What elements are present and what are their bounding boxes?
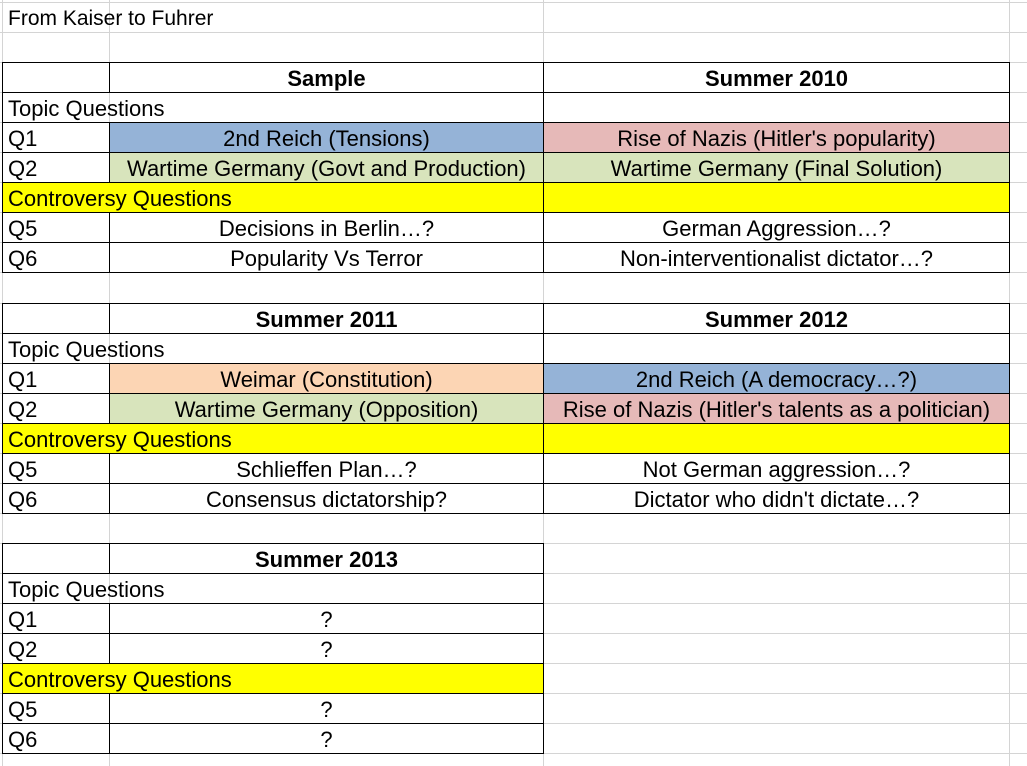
row-label-q2[interactable]: Q2: [2, 633, 110, 664]
row-label-q6[interactable]: Q6: [2, 242, 110, 273]
corner-blank-cell[interactable]: [2, 62, 110, 93]
cell-2012-q2[interactable]: Rise of Nazis (Hitler's talents as a politician): [543, 393, 1010, 424]
topic-questions-label[interactable]: Topic Questions: [2, 333, 544, 364]
cell-sample-q2[interactable]: Wartime Germany (Govt and Production): [109, 152, 544, 183]
cell-2011-q2[interactable]: Wartime Germany (Opposition): [109, 393, 544, 424]
controversy-fill-cell[interactable]: [543, 423, 1010, 454]
cell-sample-q5[interactable]: Decisions in Berlin…?: [109, 212, 544, 243]
controversy-fill-cell[interactable]: [543, 182, 1010, 213]
cell-2010-q6[interactable]: Non-interventionalist dictator…?: [543, 242, 1010, 273]
controversy-questions-label[interactable]: Controversy Questions: [2, 423, 544, 454]
cell-2010-q2[interactable]: Wartime Germany (Final Solution): [543, 152, 1010, 183]
row-label-q1[interactable]: Q1: [2, 603, 110, 634]
topic-blank-cell[interactable]: [543, 92, 1010, 123]
row-label-q5[interactable]: Q5: [2, 212, 110, 243]
row-label-q2[interactable]: Q2: [2, 152, 110, 183]
cell-2012-q1[interactable]: 2nd Reich (A democracy…?): [543, 363, 1010, 394]
cell-2013-q1[interactable]: ?: [109, 603, 544, 634]
cell-2013-q2[interactable]: ?: [109, 633, 544, 664]
header-summer-2010[interactable]: Summer 2010: [543, 62, 1010, 93]
cell-2012-q6[interactable]: Dictator who didn't dictate…?: [543, 483, 1010, 514]
row-label-q6[interactable]: Q6: [2, 483, 110, 514]
cell-2011-q6[interactable]: Consensus dictatorship?: [109, 483, 544, 514]
header-summer-2011[interactable]: Summer 2011: [109, 303, 544, 334]
controversy-questions-label[interactable]: Controversy Questions: [2, 663, 544, 694]
header-summer-2012[interactable]: Summer 2012: [543, 303, 1010, 334]
row-label-q5[interactable]: Q5: [2, 453, 110, 484]
row-label-q5[interactable]: Q5: [2, 693, 110, 724]
row-label-q1[interactable]: Q1: [2, 122, 110, 153]
cell-sample-q6[interactable]: Popularity Vs Terror: [109, 242, 544, 273]
corner-blank-cell[interactable]: [2, 543, 110, 574]
row-label-q6[interactable]: Q6: [2, 723, 110, 754]
header-sample[interactable]: Sample: [109, 62, 544, 93]
cell-sample-q1[interactable]: 2nd Reich (Tensions): [109, 122, 544, 153]
sheet-title[interactable]: From Kaiser to Fuhrer: [8, 6, 214, 30]
cell-2010-q5[interactable]: German Aggression…?: [543, 212, 1010, 243]
cell-2011-q1[interactable]: Weimar (Constitution): [109, 363, 544, 394]
cell-2010-q1[interactable]: Rise of Nazis (Hitler's popularity): [543, 122, 1010, 153]
row-label-q2[interactable]: Q2: [2, 393, 110, 424]
row-label-q1[interactable]: Q1: [2, 363, 110, 394]
topic-questions-label[interactable]: Topic Questions: [2, 92, 544, 123]
cell-2013-q5[interactable]: ?: [109, 693, 544, 724]
cell-2011-q5[interactable]: Schlieffen Plan…?: [109, 453, 544, 484]
controversy-questions-label[interactable]: Controversy Questions: [2, 182, 544, 213]
header-summer-2013[interactable]: Summer 2013: [109, 543, 544, 574]
cell-2012-q5[interactable]: Not German aggression…?: [543, 453, 1010, 484]
topic-questions-label[interactable]: Topic Questions: [2, 573, 544, 604]
topic-blank-cell[interactable]: [543, 333, 1010, 364]
corner-blank-cell[interactable]: [2, 303, 110, 334]
cell-2013-q6[interactable]: ?: [109, 723, 544, 754]
